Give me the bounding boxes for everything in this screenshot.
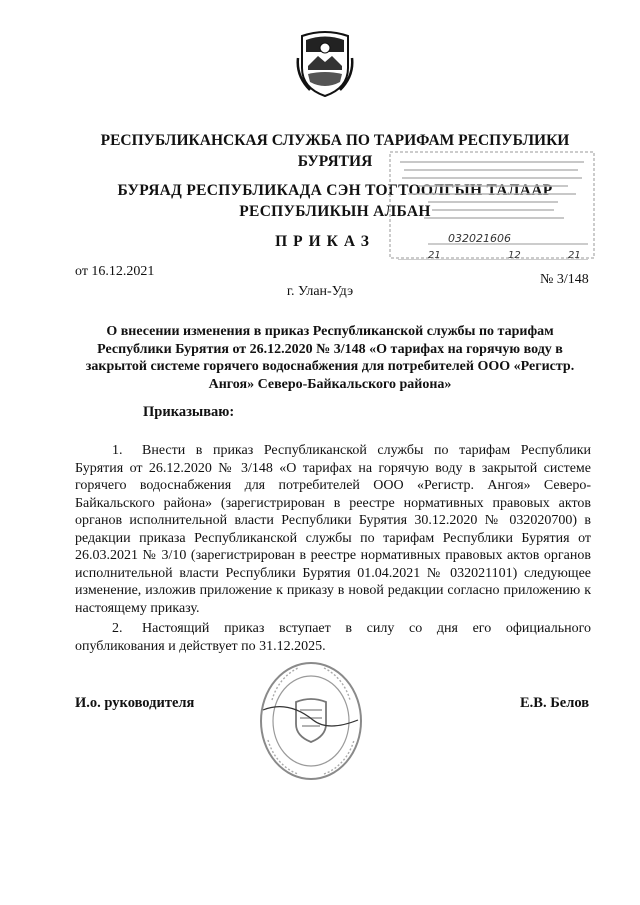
- paragraph-number: 2.: [112, 621, 123, 636]
- document-number: № 3/148: [540, 272, 589, 287]
- signatory-name: Е.В. Белов: [520, 695, 590, 711]
- org-ru-line2: БУРЯТИЯ: [297, 153, 373, 170]
- org-bu-line1: БУРЯАД РЕСПУБЛИКАДА СЭН ТОГТООЛГЫН ТАЛААР: [117, 182, 553, 199]
- registration-month: 12: [508, 250, 521, 260]
- registration-day: 21: [428, 250, 441, 260]
- document-date: от 16.12.2021: [75, 264, 155, 279]
- signatory-position: И.о. руководителя: [75, 695, 195, 711]
- registration-stamp: [388, 150, 596, 260]
- org-ru-line1: РЕСПУБЛИКАНСКАЯ СЛУЖБА ПО ТАРИФАМ РЕСПУБЛИКИ: [100, 132, 570, 149]
- document-city: г. Улан-Удэ: [286, 284, 354, 299]
- document-type: ПРИКАЗ: [275, 233, 375, 250]
- registration-year: 21: [568, 250, 581, 260]
- paragraph-number: 1.: [112, 443, 123, 458]
- org-bu-line2: РЕСПУБЛИКЫН АЛБАН: [239, 203, 431, 220]
- document-subject: О внесении изменения в приказ Республиканской службы по тарифам Республики Бурятия от 26.12.2020 № 3/148 «О тарифах на горячую воду в закрытой системе горячего водоснабжения для потребителей ООО «Регистр. Ангоя» Северо-Байкальского района»: [85, 324, 575, 392]
- order-word: Приказываю:: [143, 404, 235, 420]
- coat-of-arms-icon: [296, 28, 354, 98]
- paragraph-text: Настоящий приказ вступает в силу со дня его официального опубликования и действует по 31.12.2025.: [75, 621, 591, 654]
- paragraph-text: Внести в приказ Республиканской службы по тарифам Республики Бурятия от 26.12.2020 № 3/148 «О тарифах на горячую воду в закрытой системе горячего водоснабжения для потребителей ООО «Регистр. Ангоя» Северо-Байкальского района» (зарегистрирован в реестре нормативных правовых актов органов исполнительной власти Республики Бурятия 30.12.2020 № 032020700) в редакции приказа Республиканской службы по тарифам Республики Бурятия от 26.03.2021 № 3/10 (зарегистрирован в реестре нормативных правовых актов органов исполнительной власти Республики Бурятия 01.04.2021 № 032021101) следующее изменение, изложив приложение к приказу в новой редакции согласно приложению к настоящему приказу.: [75, 443, 591, 616]
- paragraph-1: [75, 442, 591, 617]
- paragraph-2: [75, 620, 591, 655]
- official-seal-icon: [258, 660, 364, 782]
- registration-number: 032021606: [448, 232, 511, 245]
